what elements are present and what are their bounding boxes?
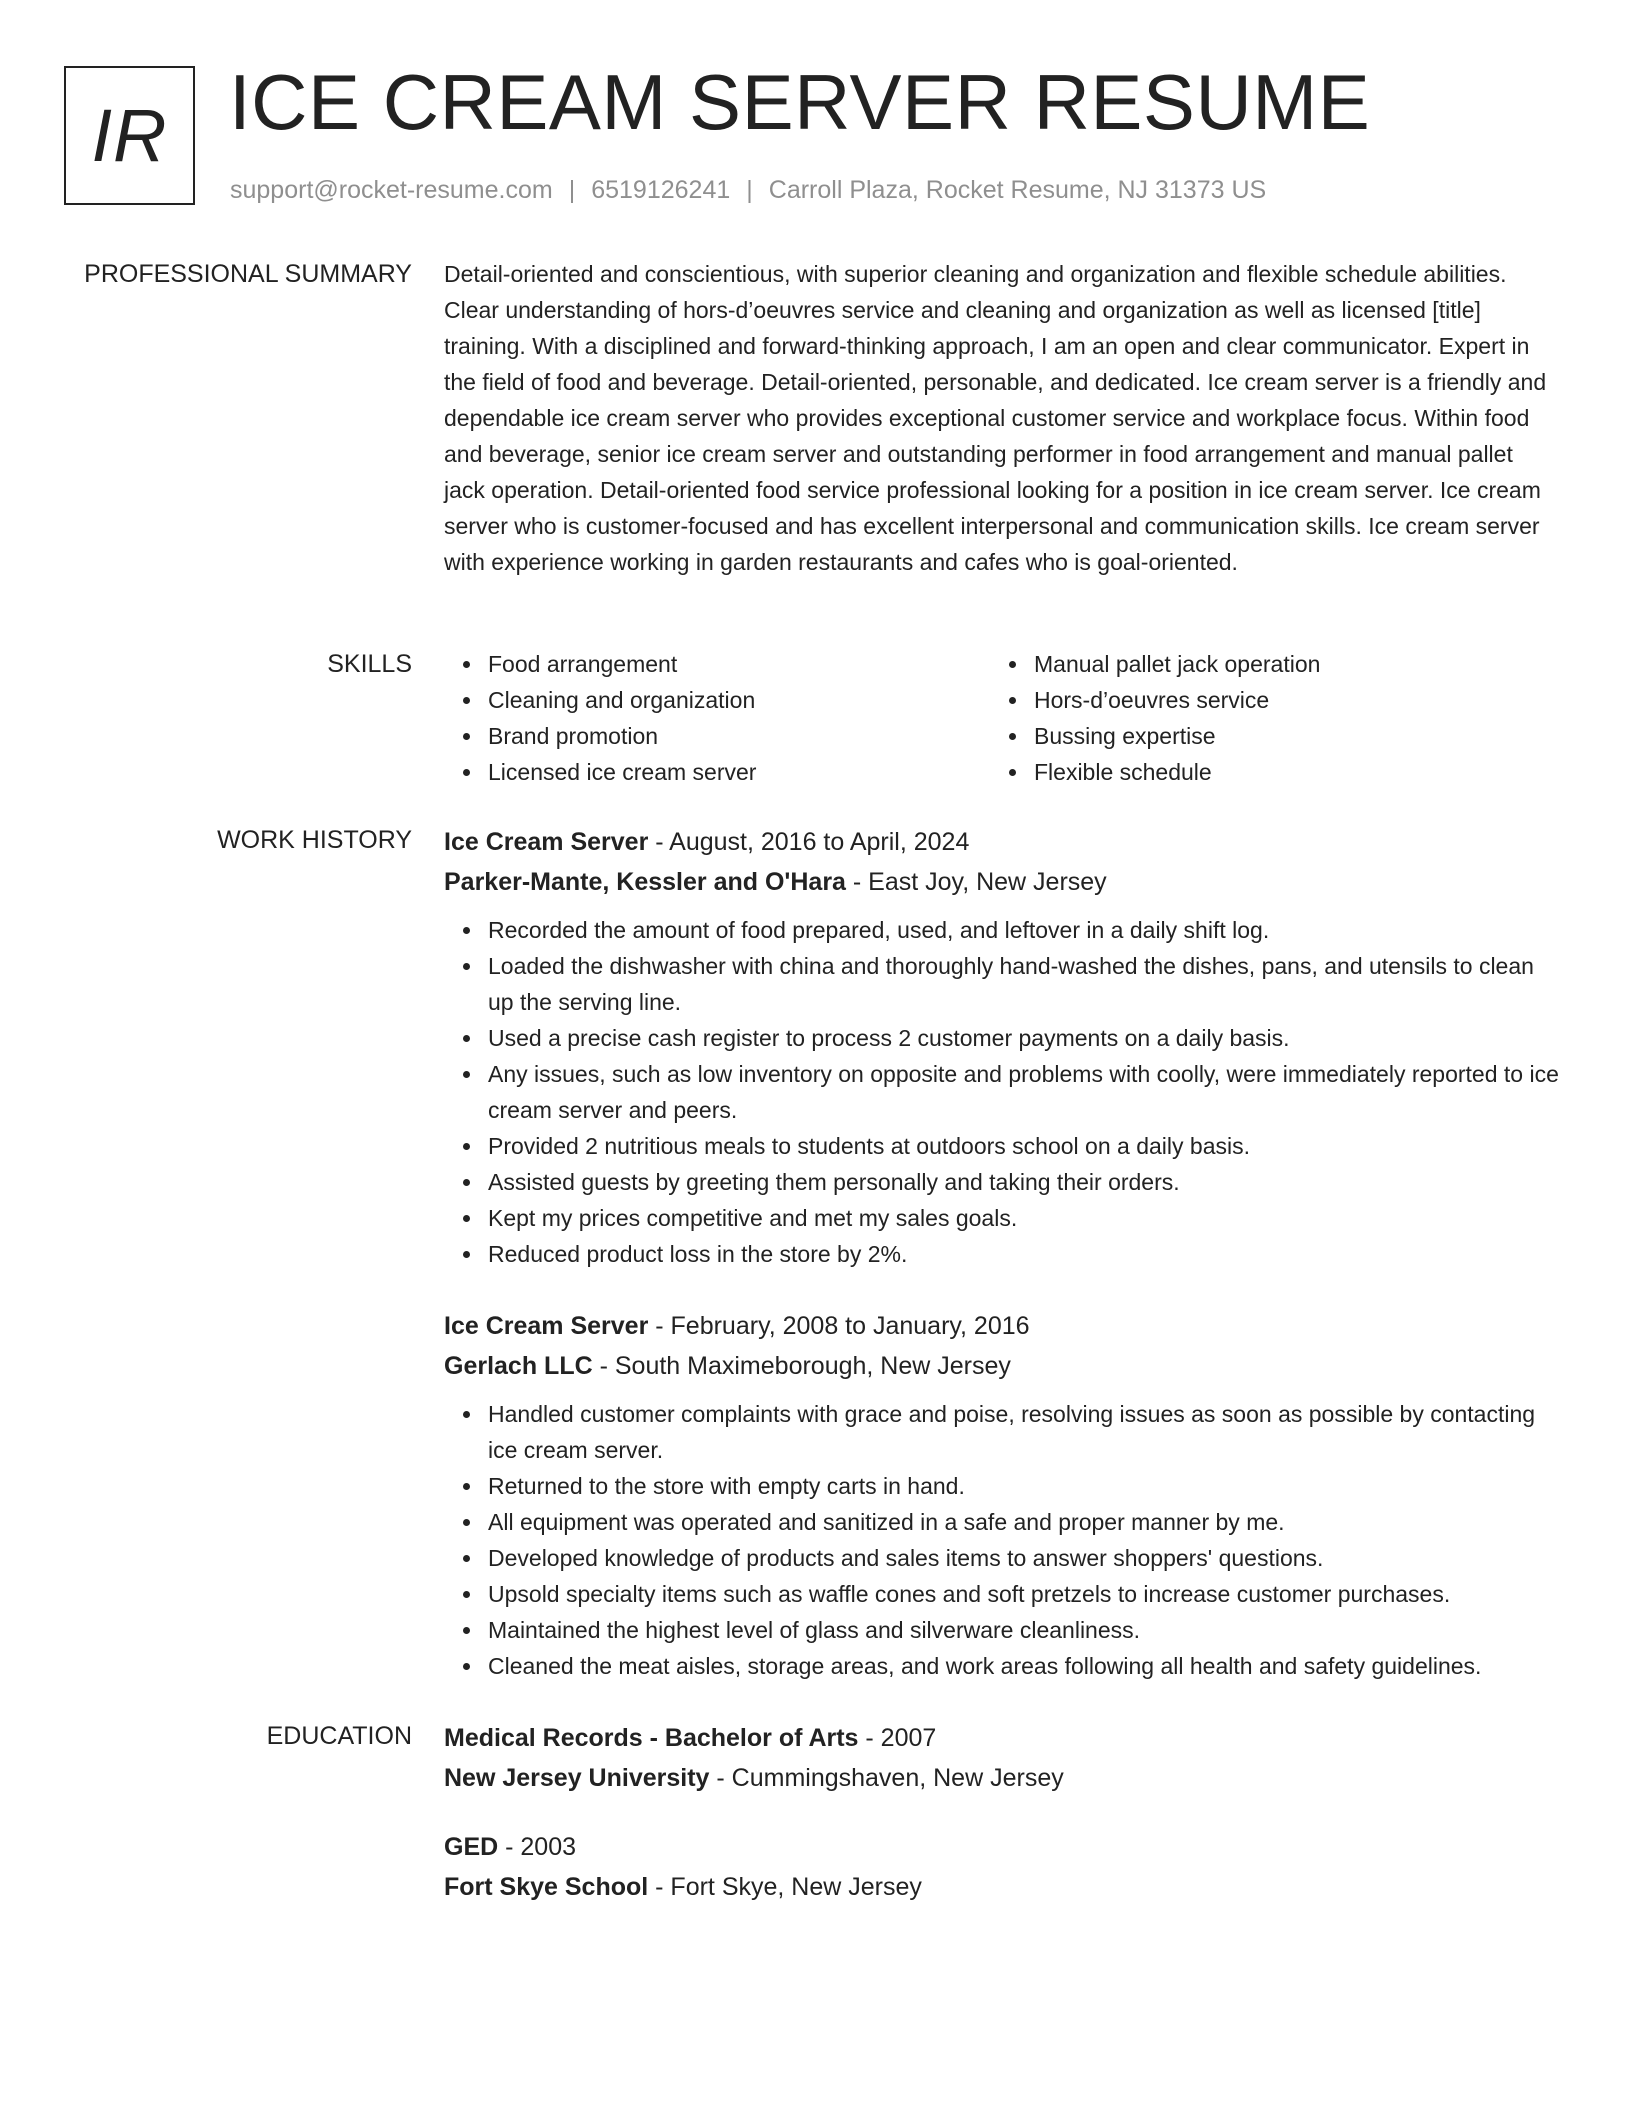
skills-heading: SKILLS — [327, 650, 412, 678]
contact-separator: | — [568, 176, 576, 204]
job-title: Ice Cream Server — [444, 1312, 649, 1340]
education-heading: EDUCATION — [266, 1722, 412, 1750]
contact-line — [230, 172, 1266, 208]
job-bullet: Provided 2 nutritious meals to students at outdoors school on a daily basis. — [488, 1128, 1559, 1164]
job-bullet: Reduced product loss in the store by 2%. — [488, 1236, 1559, 1272]
skills-column-left — [444, 646, 990, 790]
company-location: - East Joy, New Jersey — [845, 868, 1107, 896]
contact-separator: | — [746, 176, 753, 204]
monogram-logo: IR — [64, 66, 195, 205]
job-bullet: All equipment was operated and sanitized in a safe and proper manner by me. — [488, 1504, 1559, 1540]
job-bullet: Used a precise cash register to process 2 customer payments on a daily basis. — [488, 1020, 1559, 1056]
degree-year: - 2007 — [858, 1724, 937, 1752]
school-line — [444, 1867, 1559, 1907]
company-name: Gerlach LLC — [444, 1352, 593, 1380]
skill-item: Licensed ice cream server — [488, 754, 990, 790]
summary-heading: PROFESSIONAL SUMMARY — [84, 260, 412, 288]
degree-name: GED — [444, 1833, 499, 1861]
job-bullet: Recorded the amount of food prepared, used, and leftover in a daily shift log. — [488, 912, 1559, 948]
company-line — [444, 862, 1559, 902]
job-bullet: Assisted guests by greeting them personally and taking their orders. — [488, 1164, 1559, 1200]
summary-section — [444, 256, 1559, 580]
school-name: Fort Skye School — [444, 1873, 649, 1901]
skill-item: Bussing expertise — [1034, 718, 1536, 754]
skill-item: Brand promotion — [488, 718, 990, 754]
job-title: Ice Cream Server — [444, 828, 649, 856]
skills-column-right — [990, 646, 1536, 790]
resume-title: ICE CREAM SERVER RESUME — [229, 58, 1371, 146]
job-entry — [444, 822, 1559, 1272]
degree-year: - 2003 — [498, 1833, 577, 1861]
degree-line — [444, 1718, 1559, 1758]
company-name: Parker-Mante, Kessler and O'Hara — [444, 868, 846, 896]
skill-item: Flexible schedule — [1034, 754, 1536, 790]
education-entry — [444, 1718, 1559, 1798]
job-bullet: Upsold specialty items such as waffle cones and soft pretzels to increase customer purchases. — [488, 1576, 1559, 1612]
job-bullet: Kept my prices competitive and met my sales goals. — [488, 1200, 1559, 1236]
school-location: - Fort Skye, New Jersey — [648, 1873, 922, 1901]
skill-item: Manual pallet jack operation — [1034, 646, 1536, 682]
job-bullet: Any issues, such as low inventory on opposite and problems with coolly, were immediately reported to ice cream server and peers. — [488, 1056, 1559, 1128]
degree-line — [444, 1827, 1559, 1867]
job-bullet: Developed knowledge of products and sales items to answer shoppers' questions. — [488, 1540, 1559, 1576]
skill-item: Hors-d’oeuvres service — [1034, 682, 1536, 718]
contact-phone[interactable]: 6519126241 — [591, 176, 731, 204]
contact-email[interactable]: support@rocket-resume.com — [230, 176, 553, 204]
school-line — [444, 1758, 1559, 1798]
job-title-line — [444, 1306, 1559, 1346]
school-location: - Cummingshaven, New Jersey — [709, 1764, 1064, 1792]
job-entry — [444, 1306, 1559, 1684]
job-bullet: Maintained the highest level of glass and silverware cleanliness. — [488, 1612, 1559, 1648]
work-history-heading: WORK HISTORY — [217, 826, 412, 854]
school-name: New Jersey University — [444, 1764, 710, 1792]
education-entry — [444, 1827, 1559, 1907]
skills-section — [444, 646, 1559, 790]
contact-address: Carroll Plaza, Rocket Resume, NJ 31373 US — [768, 176, 1267, 204]
job-bullet: Handled customer complaints with grace and poise, resolving issues as soon as possible by contacting ice cream server. — [488, 1396, 1559, 1468]
job-dates: - August, 2016 to April, 2024 — [648, 828, 970, 856]
job-dates: - February, 2008 to January, 2016 — [648, 1312, 1030, 1340]
company-location: - South Maximeborough, New Jersey — [592, 1352, 1011, 1380]
job-bullet: Returned to the store with empty carts in hand. — [488, 1468, 1559, 1504]
skill-item: Food arrangement — [488, 646, 990, 682]
job-bullet: Cleaned the meat aisles, storage areas, and work areas following all health and safety guidelines. — [488, 1648, 1559, 1684]
job-title-line — [444, 822, 1559, 862]
skill-item: Cleaning and organization — [488, 682, 990, 718]
degree-name: Medical Records - Bachelor of Arts — [444, 1724, 859, 1752]
company-line — [444, 1346, 1559, 1386]
summary-text: Detail-oriented and conscientious, with superior cleaning and organization and flexible schedule abilities. Clear understanding of hors-d’oeuvres service and cleaning and organization as well as licensed [title] training. With a disciplined and forward-thinking approach, I am an open and clear communicator. Expert in the field of food and beverage. Detail-oriented, personable, and dedicated. Ice cream server is a friendly and dependable ice cream server who provides exceptional customer service and workplace focus. Within food and beverage, senior ice cream server and outstanding performer in food arrangement and manual pallet jack operation. Detail-oriented food service professional looking for a position in ice cream server. Ice cream server who is customer-focused and has excellent interpersonal and communication skills. Ice cream server with experience working in garden restaurants and cafes who is goal-oriented. — [444, 261, 1547, 575]
job-bullet: Loaded the dishwasher with china and thoroughly hand-washed the dishes, pans, and utensils to clean up the serving line. — [488, 948, 1559, 1020]
